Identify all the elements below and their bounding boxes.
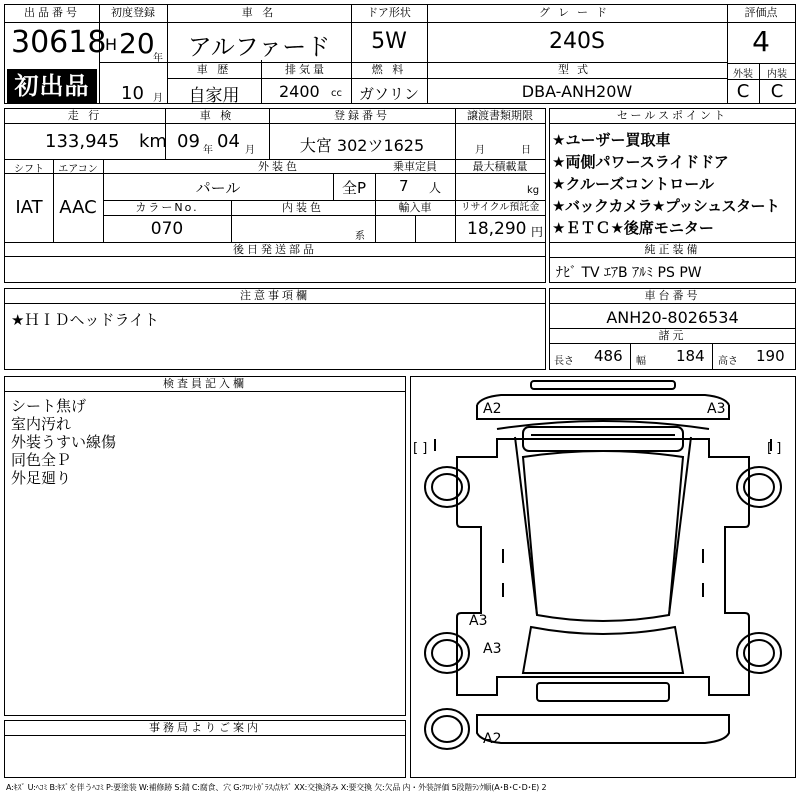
damage-mark-rear-left: A3 [469,613,488,629]
mileage-unit: km [139,131,167,152]
grade-header: グレード [539,6,615,19]
damage-mark-front-right: A3 [707,401,726,417]
aircon: AAC [59,197,97,218]
displacement: 2400 [279,82,320,101]
bracket-right: [ ] [767,441,782,456]
sales-points-header: セールスポイント [616,109,728,122]
width: 184 [676,347,705,365]
legend-footer: A:ｷｽﾞ U:ﾍｺﾐ B:ｷｽﾞを伴うﾍｺﾐ P:要塗装 W:補修跡 S:錆 C:腐食、穴 G:ﾌﾛﾝﾄｶﾞﾗｽ点ｷｽﾞ XX:交換済み X:要交換 欠:欠品 内・外装評価 5段階ﾗﾝｸ順(A･B･C･D･E) 2 [6,783,547,792]
capacity-header: 乗車定員 [393,160,437,173]
car-name-header: 車 名 [241,6,277,19]
interior-grade: C [770,81,784,102]
mileage: 133,945 [45,131,120,152]
color-number: 070 [150,219,184,239]
specs-header: 諸元 [658,329,687,342]
inspector-line-3: 外装うすい線傷 [11,433,117,451]
bracket-left: [ ] [413,441,428,456]
registration-year-unit: 年 [153,53,163,64]
height-label: 高さ [718,356,738,367]
office-section [4,720,406,778]
transfer-day-unit: 日 [521,145,531,156]
aircon-header: エアコン [58,164,98,175]
interior-color-unit: 系 [355,231,365,242]
office-header: 事務局よりご案内 [149,721,261,734]
sales-point-4: ★バックカメラ★プッシュスタート [552,197,780,215]
max-load-unit: kg [527,185,540,196]
registration-era: H [105,35,118,54]
inspector-line-4: 同色全Ｐ [11,451,72,469]
notes-header: 注意事項欄 [240,289,310,302]
inspection-year-unit: 年 [203,145,213,156]
displacement-header: 排気量 [285,63,327,76]
damage-mark-front-left: A2 [483,401,502,417]
grade: 240S [549,29,605,54]
sales-points-section [549,108,796,283]
fuel-header: 燃 料 [371,63,407,76]
notes-text: ★ＨＩＤヘッドライト [11,311,159,329]
score: 4 [752,25,770,58]
chassis-number: ANH20-8026534 [606,308,739,327]
history: 自家用 [188,86,240,106]
exterior-grade: C [736,81,750,102]
sales-point-5: ★ＥＴＣ★後席モニター [552,219,714,237]
inspector-line-2: 室内汚れ [11,415,72,433]
lot-number: 30618 [11,25,107,60]
import-header: 輸入車 [398,201,432,214]
capacity: 7 [399,177,409,195]
transfer-deadline-header: 譲渡書類期限 [467,109,533,122]
displacement-unit: cc [331,88,342,99]
model-code: DBA-ANH20W [521,82,633,101]
door-type: 5W [371,29,407,54]
sales-point-3: ★クルーズコントロール [552,175,714,193]
registration-year: 20 [119,27,155,60]
header-section [4,4,796,104]
shift-header: シフト [14,164,44,175]
first-listing-badge: 初出品 [7,69,97,103]
later-parts-header: 後日発送部品 [233,243,317,256]
capacity-unit: 人 [429,181,442,195]
inspector-line-1: シート焦げ [11,397,87,415]
equipment-header: 純正装備 [644,243,701,256]
damage-mark-rear-left-wheel: A3 [483,641,502,657]
door-header: ドア形状 [367,6,411,19]
inspector-line-5: 外足廻り [11,469,72,487]
length-label: 長さ [554,356,574,367]
plate-header: 登録番号 [334,109,390,122]
inspection-year: 09 [177,131,200,152]
color: パール [195,179,241,197]
shift: IAT [15,197,43,218]
exterior-header: 外装 [733,69,753,80]
inspector-section [4,376,406,716]
sales-point-1: ★ユーザー買取車 [552,131,671,149]
height: 190 [756,347,785,365]
inspection-header: 車 検 [199,109,235,122]
registration-month-unit: 月 [153,93,163,104]
color-header: 外装色 [258,160,300,173]
chassis-header: 車台番号 [644,289,701,302]
model-header: 型式 [558,63,596,76]
max-load-header: 最大積載量 [472,160,528,173]
registration-month: 10 [121,83,144,104]
score-header: 評価点 [744,6,778,19]
sales-point-2: ★両側パワースライドドア [552,153,729,171]
damage-diagram [410,376,796,778]
recycle-fee: 18,290 [467,219,527,239]
plate-number: 大宮 302ツ1625 [299,136,425,155]
width-label: 幅 [636,356,646,367]
all-paint: 全P [341,179,367,197]
length: 486 [594,347,623,365]
car-name: アルファード [187,33,331,61]
recycle-unit: 円 [531,225,544,239]
recycle-header: リサイクル預託金 [460,202,540,213]
transfer-month-unit: 月 [475,145,485,156]
car-outline-diagram [411,377,795,777]
history-header: 車 歴 [196,63,232,76]
inspection-month-unit: 月 [245,145,255,156]
first-registration-header: 初度登録 [111,6,155,19]
inspector-header: 検査員記入欄 [163,377,247,390]
lot-number-header: 出品番号 [24,6,80,19]
notes-section [4,288,546,370]
interior-header: 内装 [767,69,787,80]
fuel: ガソリン [358,85,419,103]
damage-mark-rear-bumper: A2 [483,731,502,747]
details-section [4,108,546,283]
color-number-header: カラーNo. [135,201,199,214]
equipment: ﾅﾋﾞ TV ｴｱB ｱﾙﾐ PS PW [556,265,702,281]
mileage-header: 走 行 [67,109,103,122]
inspection-month: 04 [217,131,240,152]
interior-color-header: 内装色 [282,201,324,214]
chassis-section [549,288,796,370]
